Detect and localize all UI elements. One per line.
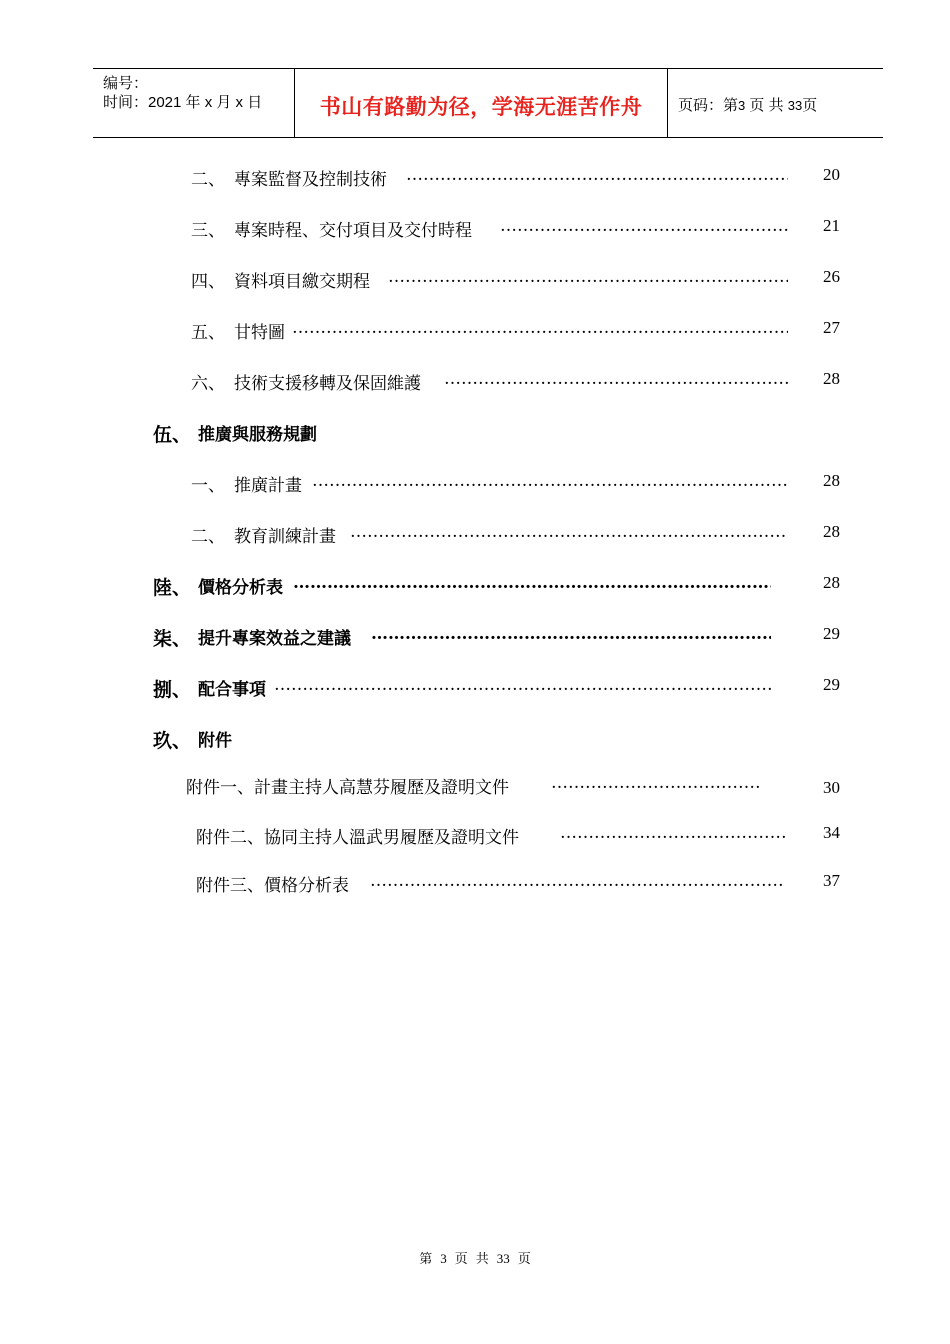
- toc-entry-page: 27: [823, 318, 840, 337]
- number-label: 编号：: [103, 75, 149, 92]
- toc-entry[interactable]: [0, 471, 950, 495]
- toc-dot-leader: [350, 522, 788, 542]
- toc-entry-title: 專案時程、交付項目及交付時程: [234, 221, 472, 241]
- toc-entry-page: 29: [823, 675, 840, 694]
- toc-entry-number: 二、: [191, 527, 225, 547]
- toc-dot-leader: [551, 773, 759, 793]
- toc-appendix-entry[interactable]: [0, 871, 950, 895]
- toc-section-number: 伍、: [153, 424, 192, 446]
- toc-entry-title: 附件二、協同主持人溫武男履歷及證明文件: [196, 828, 519, 848]
- toc-entry-page: 37: [823, 871, 840, 890]
- toc-entry-title: 推廣計畫: [234, 476, 302, 496]
- toc-entry-title: 技術支援移轉及保固維護: [234, 374, 421, 394]
- toc-entry[interactable]: [0, 216, 950, 240]
- toc-dot-leader: [293, 573, 771, 593]
- toc-entry[interactable]: [0, 318, 950, 342]
- toc-entry-number: 一、: [191, 476, 225, 496]
- toc-dot-leader: [444, 369, 788, 389]
- toc-appendix-entry[interactable]: [0, 773, 950, 797]
- toc-section-number: 捌、: [153, 679, 192, 701]
- toc-dot-leader: [312, 471, 788, 491]
- header-page-suffix: 页: [802, 97, 818, 114]
- footer-prefix: 第: [419, 1251, 433, 1266]
- toc-entry-title: 教育訓練計畫: [234, 527, 336, 547]
- header-page-current: 3: [738, 98, 746, 113]
- time-label: 时间：2021 年 x 月 x 日: [103, 94, 263, 111]
- page-header: [93, 68, 883, 138]
- toc-dot-leader: [500, 216, 788, 236]
- toc-entry-page: 28: [823, 573, 840, 592]
- toc-dot-leader: [406, 165, 788, 185]
- toc-entry-title: 專案監督及控制技術: [234, 170, 387, 190]
- toc-dot-leader: [274, 675, 771, 695]
- toc-section-title: 價格分析表: [198, 578, 283, 598]
- toc-dot-leader: [560, 823, 788, 843]
- toc-section-heading[interactable]: [0, 420, 950, 444]
- toc-entry-number: 三、: [191, 221, 225, 241]
- page-footer: [0, 1248, 950, 1267]
- toc-section-entry[interactable]: [0, 675, 950, 699]
- header-page-label: [678, 94, 817, 115]
- header-motto: 书山有路勤为径，学海无涯苦作舟: [319, 95, 643, 119]
- toc-dot-leader: [370, 871, 782, 891]
- toc-section-entry[interactable]: [0, 624, 950, 648]
- toc-entry[interactable]: [0, 165, 950, 189]
- toc-entry-title: 資料項目繳交期程: [234, 272, 370, 292]
- toc-entry-number: 二、: [191, 170, 225, 190]
- toc-entry[interactable]: [0, 522, 950, 546]
- footer-middle-a: 页: [454, 1251, 468, 1266]
- toc-entry-number: 四、: [191, 272, 225, 292]
- toc-section-title: 推廣與服務規劃: [198, 425, 317, 445]
- toc-entry[interactable]: [0, 267, 950, 291]
- toc-entry-title: 附件三、價格分析表: [196, 876, 349, 896]
- toc-entry-page: 28: [823, 471, 840, 490]
- toc-entry-number: 六、: [191, 374, 225, 394]
- toc-section-number: 柒、: [153, 628, 192, 650]
- toc-section-number: 玖、: [153, 730, 192, 752]
- toc-entry-page: 29: [823, 624, 840, 643]
- toc-entry-title: 附件一、計畫主持人高慧芬履歷及證明文件: [186, 778, 509, 798]
- toc-section-title: 配合事項: [198, 680, 266, 700]
- toc-entry-page: 28: [823, 369, 840, 388]
- toc-section-heading[interactable]: [0, 726, 950, 750]
- toc-entry-page: 26: [823, 267, 840, 286]
- toc-section-entry[interactable]: [0, 573, 950, 597]
- header-motto-cell: [295, 69, 668, 137]
- toc-entry-page: 20: [823, 165, 840, 184]
- toc-dot-leader: [388, 267, 788, 287]
- toc-entry-page: 34: [823, 823, 840, 842]
- footer-middle-b: 共: [475, 1251, 489, 1266]
- toc-entry-title: 甘特圖: [234, 323, 285, 343]
- toc-appendix-entry[interactable]: [0, 823, 950, 847]
- toc-entry-page: 28: [823, 522, 840, 541]
- toc-entry-page: 21: [823, 216, 840, 235]
- toc-entry[interactable]: [0, 369, 950, 393]
- header-page-total: 33: [787, 98, 803, 113]
- toc-section-number: 陸、: [153, 577, 192, 599]
- header-info-cell: [93, 69, 295, 137]
- header-page-prefix: 页码：第: [678, 97, 739, 114]
- header-page-middle: 页 共: [749, 97, 784, 114]
- toc-dot-leader: [292, 318, 788, 338]
- toc-entry-page: 30: [823, 778, 840, 797]
- footer-current: 3: [440, 1251, 447, 1266]
- toc-section-title: 提升專案效益之建議: [198, 629, 351, 649]
- toc-dot-leader: [371, 624, 771, 644]
- header-page-cell: [668, 69, 883, 137]
- toc-entry-number: 五、: [191, 323, 225, 343]
- footer-total: 33: [496, 1251, 510, 1266]
- toc-section-title: 附件: [198, 731, 232, 751]
- footer-suffix: 页: [517, 1251, 531, 1266]
